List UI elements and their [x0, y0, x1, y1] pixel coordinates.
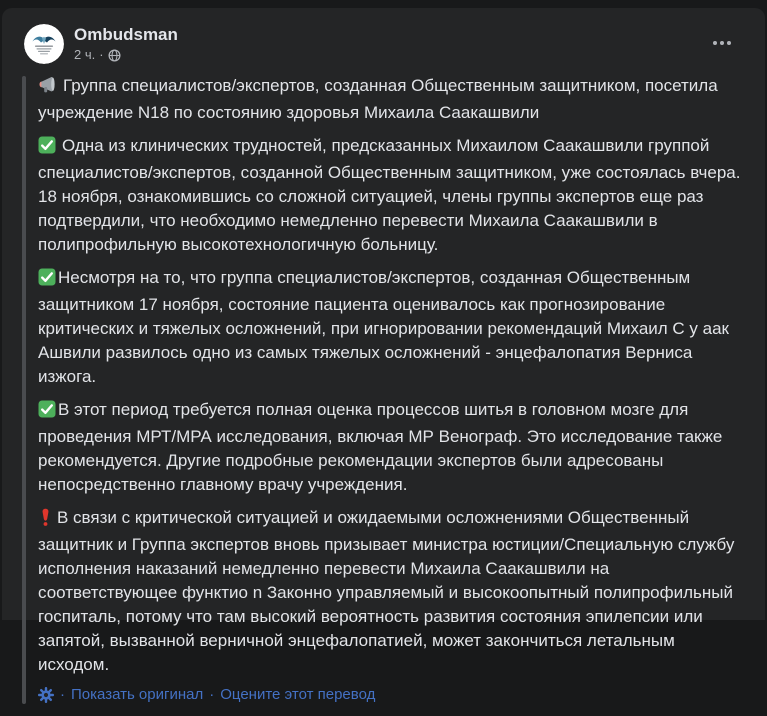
- post-card: [2, 8, 765, 620]
- megaphone-icon: [38, 75, 57, 101]
- rate-translation-link[interactable]: Оцените этот перевод: [220, 686, 375, 704]
- avatar[interactable]: [24, 24, 64, 64]
- paragraph-text: Группа специалистов/экспертов, созданная Общественным защитником, посетила учреждение N18 по состоянию здоровья Михаила Саакашвили: [38, 76, 718, 122]
- ellipsis-icon: [713, 41, 717, 45]
- paragraph-text: Одна из клинических трудностей, предсказанных Михаилом Саакашвили группой специалистов/экспертов, созданной Общественным защитником, уже состоялась вчера. 18 ноября, ознакомившись со сложной ситуацией, члены группы экспертов еще раз подтвердили, что необходимо немедленно перевести Михаила Саакашвили в полипрофильную высокотехнологичную больницу.: [38, 136, 740, 254]
- post-paragraph: [38, 398, 745, 497]
- post-paragraph: [38, 74, 745, 125]
- translation-footer: [38, 686, 745, 716]
- post-text: [38, 74, 745, 677]
- check-mark-icon: [38, 400, 56, 425]
- post-options-button[interactable]: [705, 33, 739, 53]
- paragraph-text: В связи с критической ситуацией и ожидаемыми осложнениями Общественный защитник и Группа экспертов вновь призывает министра юстиции/Специальную службу исполнения наказаний немедленно перевести Михаила Саакашвили на соответствующее функтио n Законно управляемый и высокоопытный полипрофильный госпиталь, потому что там высокий вероятность развития состояния эпилепсии или запятой, вызванной верничной энцефалопатией, может закончиться летальным исходом.: [38, 508, 734, 674]
- meta-separator: ·: [99, 48, 103, 62]
- paragraph-text: В этот период требуется полная оценка процессов шитья в головном мозге для проведения МРТ/МРА исследования, включая МР Венограф. Это исследование также рекомендуется. Другие подробные рекомендации экспертов были адресованы непосредственно главному врачу учреждения.: [38, 400, 722, 494]
- footer-separator: ·: [209, 686, 214, 704]
- post-paragraph: [38, 266, 745, 389]
- footer-separator: ·: [60, 686, 65, 704]
- show-original-link[interactable]: Показать оригинал: [71, 686, 203, 704]
- ombudsman-logo: [24, 24, 64, 64]
- post-paragraph: [38, 134, 745, 257]
- paragraph-text: Несмотря на то, что группа специалистов/экспертов, созданная Общественным защитником 17 ноября, состояние пациента оценивалось как прогнозирование критических и тяжелых осложнений, при игнорировании рекомендаций Михаил С у аак Ашвили развилось одно из самых тяжелых осложнений - энцефалопатия Верниса изжога.: [38, 268, 729, 386]
- check-mark-icon: [38, 268, 56, 293]
- translation-settings-button[interactable]: [38, 687, 54, 703]
- post-meta-row: [74, 48, 178, 62]
- gear-icon: [38, 687, 54, 703]
- timestamp[interactable]: 2 ч.: [74, 48, 95, 62]
- header-meta: [74, 24, 178, 62]
- globe-icon: [108, 49, 121, 62]
- check-mark-icon: [38, 136, 56, 161]
- red-exclamation-icon: [40, 508, 51, 533]
- post-header: [2, 8, 765, 72]
- post-paragraph: [38, 506, 745, 677]
- author-name[interactable]: Ombudsman: [74, 25, 178, 45]
